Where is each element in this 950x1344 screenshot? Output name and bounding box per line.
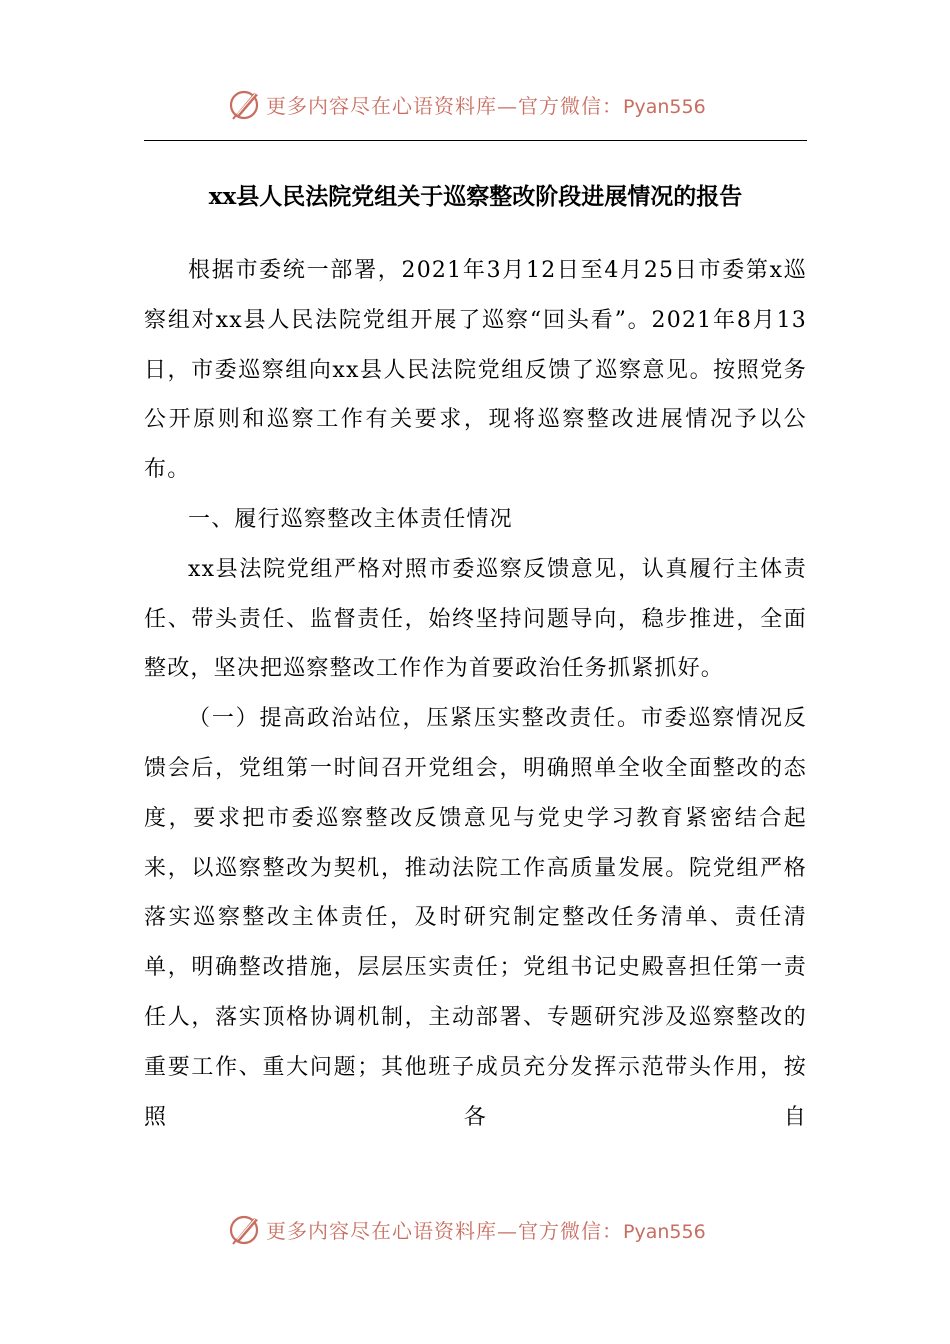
footer-promo-text: 更多内容尽在心语资料库—官方微信：	[266, 1219, 623, 1243]
header-divider	[144, 140, 807, 141]
footer-promo	[266, 1215, 706, 1244]
document-title: xx县人民法院党组关于巡察整改阶段进展情况的报告	[208, 183, 743, 210]
header-promo	[266, 90, 706, 119]
quill-logo-icon	[227, 86, 263, 122]
footer-wechat-id: Pyan556	[623, 1221, 706, 1243]
header-banner[interactable]	[0, 84, 950, 124]
header-promo-text: 更多内容尽在心语资料库—官方微信：	[266, 94, 623, 118]
header-wechat-id: Pyan556	[623, 96, 706, 118]
paragraph-subsection-1: （一）提高政治站位，压紧压实整改责任。市委巡察情况反馈会后，党组第一时间召开党组会，明确照单全收全面整改的态度，要求把市委巡察整改反馈意见与党史学习教育紧密结合起来，以巡察整改为契机，推动法院工作高质量发展。院党组严格落实巡察整改主体责任，及时研究制定整改任务清单、责任清单，明确整改措施，层层压实责任；党组书记史殿喜担任第一责任人，落实顶格协调机制，主动部署、专题研究涉及巡察整改的重要工作、重大问题；其他班子成员充分发挥示范带头作用，按照各自	[144, 706, 807, 1130]
paragraph-section-1: xx县法院党组严格对照市委巡察反馈意见，认真履行主体责任、带头责任、监督责任，始终坚持问题导向，稳步推进，全面整改，坚决把巡察整改工作作为首要政治任务抓紧抓好。	[144, 556, 807, 682]
document-body	[144, 246, 807, 1142]
footer-banner[interactable]	[0, 1209, 950, 1249]
section-heading-1: 一、履行巡察整改主体责任情况	[188, 506, 513, 532]
paragraph-intro: 根据市委统一部署，2021年3月12日至4月25日市委第x巡察组对xx县人民法院党组开展了巡察“回头看”。2021年8月13日，市委巡察组向xx县人民法院党组反馈了巡察意见。按照党务公开原则和巡察工作有关要求，现将巡察整改进展情况予以公布。	[144, 258, 807, 483]
quill-logo-icon	[227, 1211, 263, 1247]
